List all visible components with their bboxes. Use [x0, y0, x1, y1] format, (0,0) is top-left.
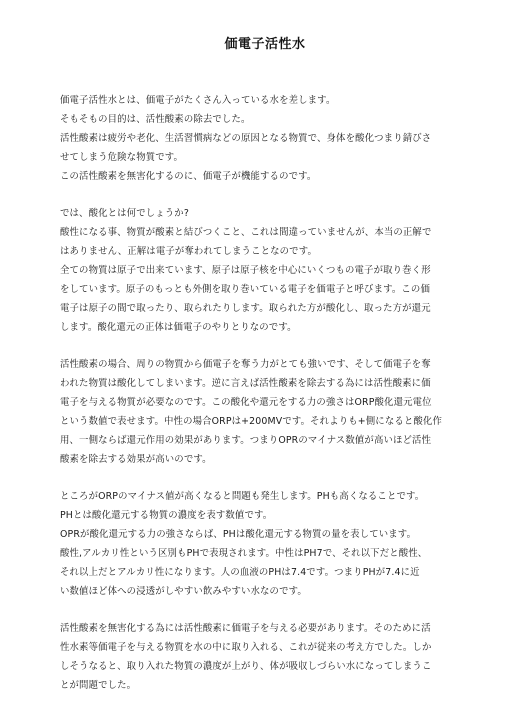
text-line: 酸素を除去する効果が高いのです。	[60, 454, 212, 465]
text-line: 性水素等価電子を与える物質を水の中に取り入れる、これが従来の考え方でした。しか	[60, 642, 432, 653]
text-line: 全ての物質は原子で出来ています、原子は原子核を中心にいくつもの電子が取り巻く形	[60, 265, 431, 276]
document-title: 価電子活性水	[224, 37, 306, 52]
paragraph	[60, 487, 470, 601]
paragraph	[60, 204, 470, 337]
text-line: 活性酸素の場合、周りの物質から価電子を奪う力がとても強いです、そして価電子を奪	[60, 359, 431, 370]
text-line: では、酸化とは何でしょうか?	[60, 208, 189, 219]
text-line: とが問題でした。	[60, 680, 137, 691]
text-line: 活性酸素は疲労や老化、生活習慣病などの原因となる物質で、身体を酸化つまり錆びさ	[60, 133, 432, 144]
paragraph	[60, 619, 470, 695]
text-line: をしています。原子のもっとも外側を取り巻いている電子を価電子と呼びます。この価	[60, 284, 430, 295]
text-line: しそうなると、取り入れた物質の濃度が上がり、体が吸収しづらい水になってしまうこ	[60, 661, 432, 672]
text-line: 酸性になる事、物質が酸素と結びつくこと、これは間違っていませんが、本当の正解で	[60, 227, 432, 238]
paragraph	[60, 91, 470, 186]
text-line: この活性酸素を無害化するのに、価電子が機能するのです。	[60, 171, 317, 182]
text-line: はありません、正解は電子が奪われてしまうことなのです。	[60, 246, 317, 257]
paragraph	[60, 355, 470, 469]
text-line: 価電子活性水とは、価電子がたくさん入っている水を差します。	[60, 95, 336, 106]
text-line: 電子を与える物質が必要なのです。この酸化や還元をする力の強さはORP酸化還元電位	[60, 397, 432, 408]
text-line: OPRが酸化還元する力の強さならば、PHは酸化還元する物質の量を表しています。	[60, 529, 417, 540]
text-line: 電子は原子の間で取ったり、取られたりします。取られた方が酸化し、取った方が還元	[60, 303, 431, 314]
text-line: します。酸化還元の正体は価電子のやりとりなのです。	[60, 322, 297, 333]
text-line: という数値で表せます。中性の場合ORPは+200MVです。それよりも+側になると酸化作	[60, 416, 442, 427]
text-line: ところがORPのマイナス値が高くなると問題も発生します。PHも高くなることです。	[60, 491, 425, 502]
text-line: それ以上だとアルカリ性になります。人の血液のPHは7.4です。つまりPHが7.4に近	[60, 567, 420, 578]
text-line: せてしまう危険な物質です。	[60, 152, 184, 163]
text-line: PHとは酸化還元する物質の濃度を表す数値です。	[60, 510, 273, 521]
text-line: われた物質は酸化してしまいます。逆に言えば活性酸素を除去する為には活性酸素に価	[60, 378, 431, 389]
text-line: そもそもの目的は、活性酸素の除去でした。	[60, 114, 251, 125]
text-line: 用、一側ならば還元作用の効果があります。つまりOPRのマイナス数値が高いほど活性	[60, 435, 432, 446]
text-line: 活性酸素を無害化する為には活性酸素に価電子を与える必要があります。そのために活	[60, 623, 431, 634]
text-line: 酸性,アルカリ性という区別もPHで表現されます。中性はPH7で、それ以下だと酸性、	[60, 548, 428, 559]
text-line: い数値ほど体への浸透がしやすい飲みやすい水なのです。	[60, 586, 307, 597]
document-body	[60, 91, 470, 713]
